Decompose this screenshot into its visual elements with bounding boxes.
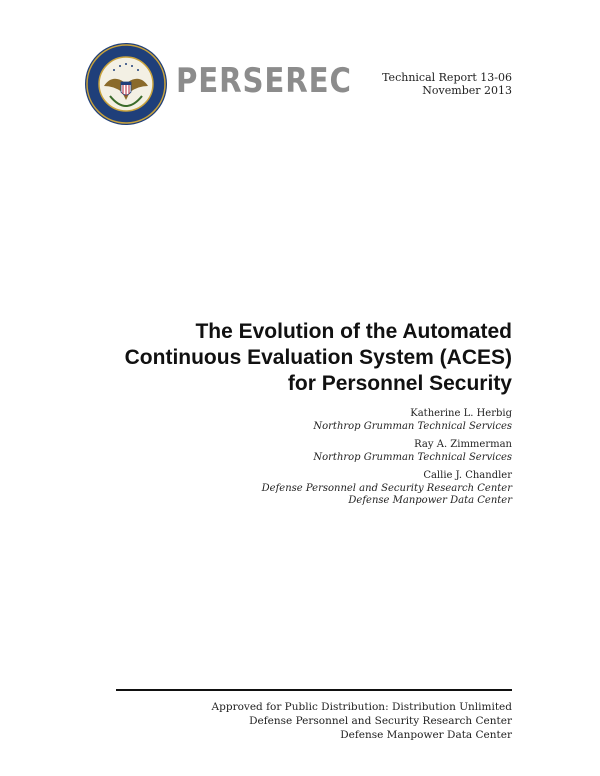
document-title [52, 319, 512, 397]
footer-divider [116, 689, 512, 691]
author-affiliation: Northrop Grumman Technical Services [313, 451, 512, 463]
dod-seal-logo [84, 42, 168, 126]
author-entry [52, 408, 512, 433]
author-name: Ray A. Zimmerman [414, 439, 512, 450]
title-line-3: for Personnel Security [287, 372, 512, 395]
title-line-1: The Evolution of the Automated [195, 320, 512, 343]
footer-org-1: Defense Personnel and Security Research Center [249, 715, 512, 727]
author-name: Katherine L. Herbig [410, 408, 512, 419]
distribution-footer [212, 700, 512, 742]
author-affiliation: Defense Manpower Data Center [348, 495, 512, 506]
author-name: Callie J. Chandler [423, 470, 512, 481]
author-entry [52, 470, 512, 508]
report-number: Technical Report 13-06 [382, 71, 512, 84]
author-affiliation: Northrop Grumman Technical Services [313, 420, 512, 432]
title-line-2: Continuous Evaluation System (ACES) [124, 346, 512, 369]
author-entry [52, 439, 512, 464]
perserec-logo: PERSEREC [176, 61, 352, 101]
author-affiliation: Defense Personnel and Security Research Center [261, 482, 512, 494]
report-date: November 2013 [422, 84, 512, 97]
eagle-seal-icon [84, 42, 168, 126]
report-meta [382, 71, 512, 97]
distribution-statement: Approved for Public Distribution: Distribution Unlimited [211, 701, 512, 713]
author-list [52, 408, 512, 514]
footer-org-2: Defense Manpower Data Center [340, 729, 512, 741]
